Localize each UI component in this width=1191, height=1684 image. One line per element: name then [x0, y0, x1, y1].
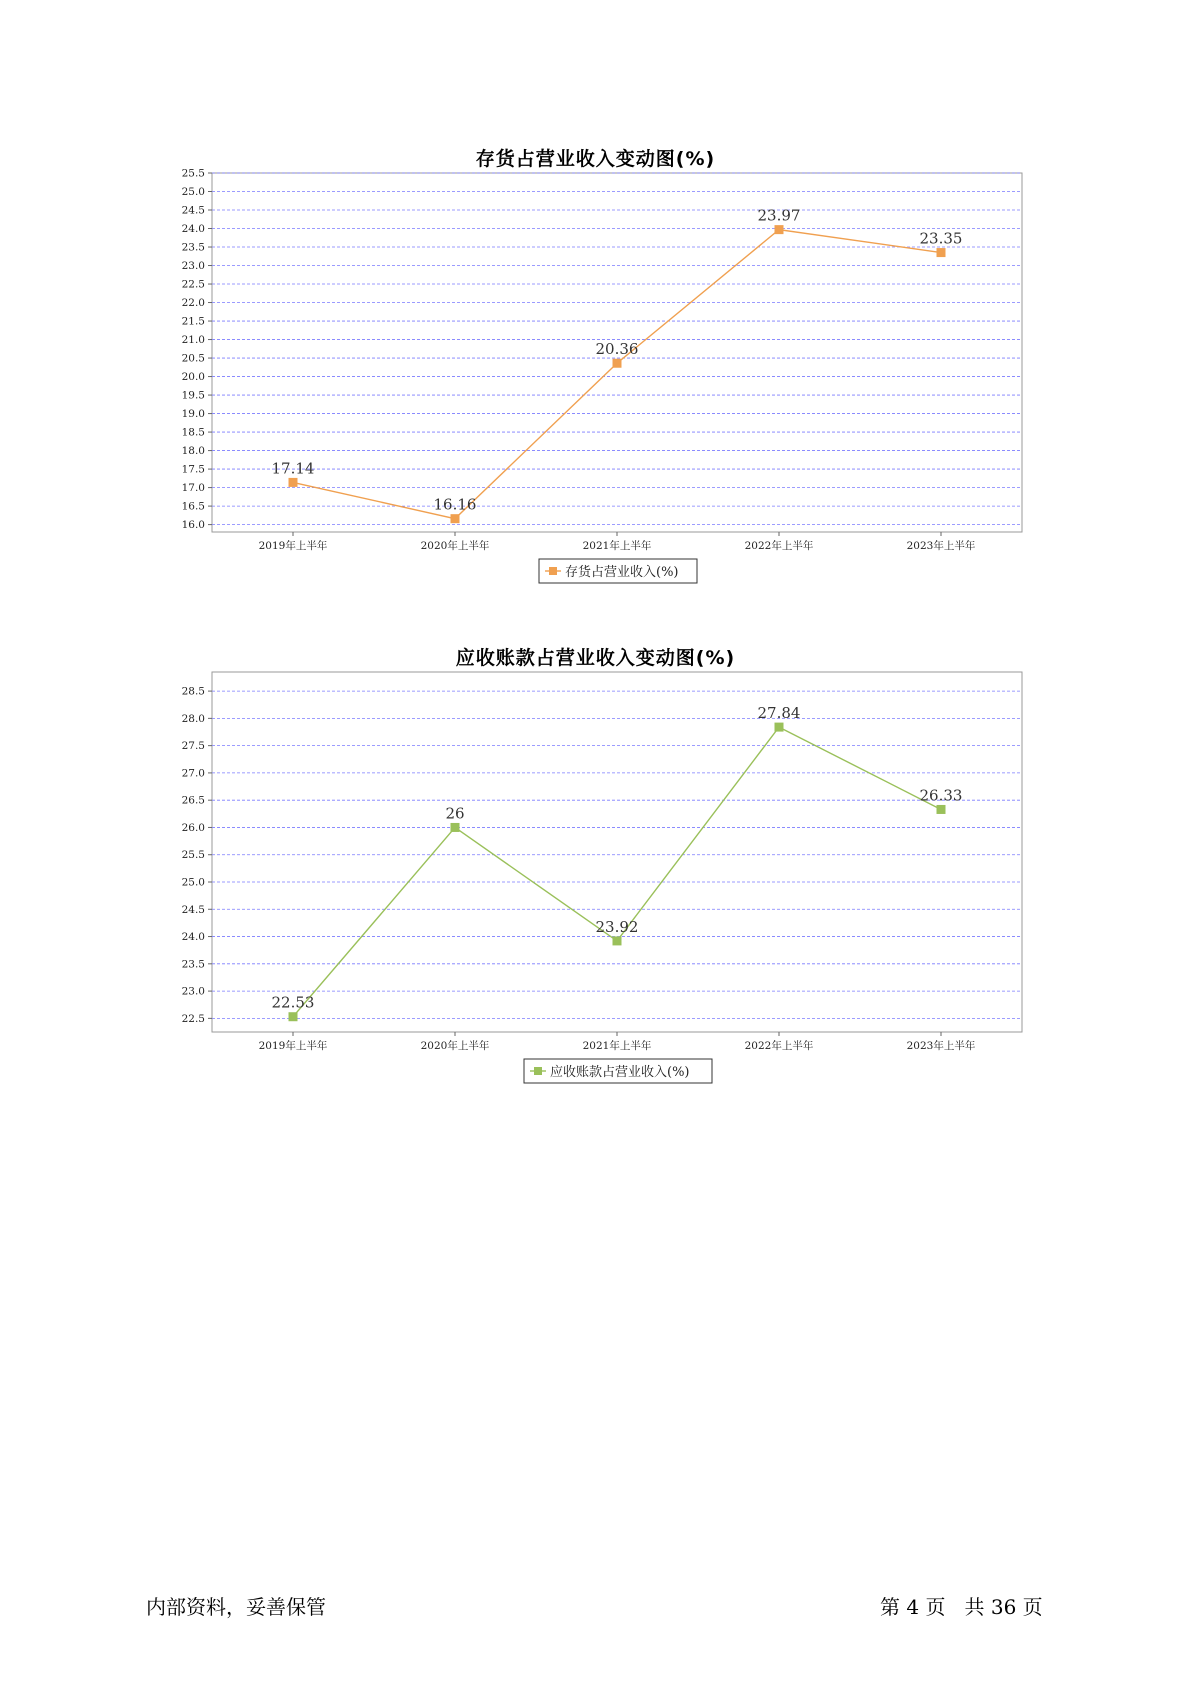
y-tick-label: 23.5	[181, 958, 205, 971]
y-tick-label: 26.0	[181, 821, 205, 834]
chart-2-receivables-ratio	[0, 600, 1191, 1100]
x-tick-label: 2020年上半年	[420, 1040, 490, 1052]
y-tick-label: 27.5	[181, 740, 205, 753]
y-tick-label: 23.0	[181, 260, 205, 273]
y-tick-label: 25.0	[181, 186, 205, 199]
x-tick-label: 2022年上半年	[744, 1040, 814, 1052]
y-tick-label: 25.5	[181, 167, 205, 180]
y-tick-label: 25.5	[181, 849, 205, 862]
y-tick-label: 18.5	[181, 426, 205, 439]
data-label: 23.92	[595, 917, 639, 936]
y-tick-label: 23.0	[181, 985, 205, 998]
plot-area	[212, 672, 1022, 1032]
y-tick-label: 21.5	[181, 315, 205, 328]
chart-2-title: 应收账款占营业收入变动图(%)	[455, 647, 736, 669]
data-point	[775, 723, 784, 732]
data-point	[937, 805, 946, 814]
data-label: 16.16	[433, 495, 477, 514]
data-point	[775, 225, 784, 234]
legend-marker	[534, 1067, 542, 1075]
x-tick-label: 2020年上半年	[420, 540, 490, 552]
y-tick-label: 22.0	[181, 297, 205, 310]
y-tick-label: 20.0	[181, 371, 205, 384]
y-tick-label: 24.5	[181, 204, 205, 217]
y-tick-label: 23.5	[181, 241, 205, 254]
data-point	[289, 1012, 298, 1021]
x-tick-label: 2023年上半年	[906, 1040, 976, 1052]
legend-label: 存货占营业收入(%)	[565, 565, 679, 580]
y-tick-label: 24.0	[181, 931, 205, 944]
data-point	[451, 823, 460, 832]
y-tick-label: 26.5	[181, 794, 205, 807]
data-point	[937, 248, 946, 257]
y-tick-label: 17.5	[181, 463, 205, 476]
footer-page-number: 第 4 页 共 36 页	[880, 1595, 1043, 1619]
y-tick-label: 18.0	[181, 445, 205, 458]
y-tick-label: 24.5	[181, 903, 205, 916]
y-tick-label: 27.0	[181, 767, 205, 780]
data-label: 27.84	[757, 704, 801, 723]
y-tick-label: 25.0	[181, 876, 205, 889]
footer-confidential-note: 内部资料，妥善保管	[146, 1595, 326, 1619]
x-tick-label: 2019年上半年	[258, 540, 328, 552]
data-label: 26	[445, 804, 465, 823]
y-tick-label: 22.5	[181, 1012, 205, 1025]
y-tick-label: 24.0	[181, 223, 205, 236]
y-tick-label: 28.0	[181, 712, 205, 725]
x-tick-label: 2021年上半年	[582, 540, 652, 552]
data-label: 22.53	[271, 993, 315, 1012]
x-tick-label: 2021年上半年	[582, 1040, 652, 1052]
data-label: 23.35	[919, 229, 963, 248]
chart-1-title: 存货占营业收入变动图(%)	[475, 148, 716, 170]
y-tick-label: 16.5	[181, 500, 205, 513]
legend-marker	[549, 567, 557, 575]
data-label: 26.33	[919, 786, 963, 805]
data-label: 20.36	[595, 340, 639, 359]
y-tick-label: 28.5	[181, 685, 205, 698]
y-tick-label: 22.5	[181, 278, 205, 291]
x-tick-label: 2022年上半年	[744, 540, 814, 552]
y-tick-label: 17.0	[181, 482, 205, 495]
y-tick-label: 21.0	[181, 334, 205, 347]
data-label: 17.14	[271, 459, 315, 478]
y-tick-label: 20.5	[181, 352, 205, 365]
x-tick-label: 2019年上半年	[258, 1040, 328, 1052]
y-tick-label: 19.5	[181, 389, 205, 402]
legend-label: 应收账款占营业收入(%)	[550, 1065, 690, 1080]
data-point	[613, 359, 622, 368]
data-label: 23.97	[757, 206, 801, 225]
y-tick-label: 19.0	[181, 408, 205, 421]
x-tick-label: 2023年上半年	[906, 540, 976, 552]
chart-1-inventory-ratio	[0, 0, 1191, 600]
data-point	[451, 514, 460, 523]
data-point	[289, 478, 298, 487]
data-point	[613, 936, 622, 945]
y-tick-label: 16.0	[181, 519, 205, 532]
